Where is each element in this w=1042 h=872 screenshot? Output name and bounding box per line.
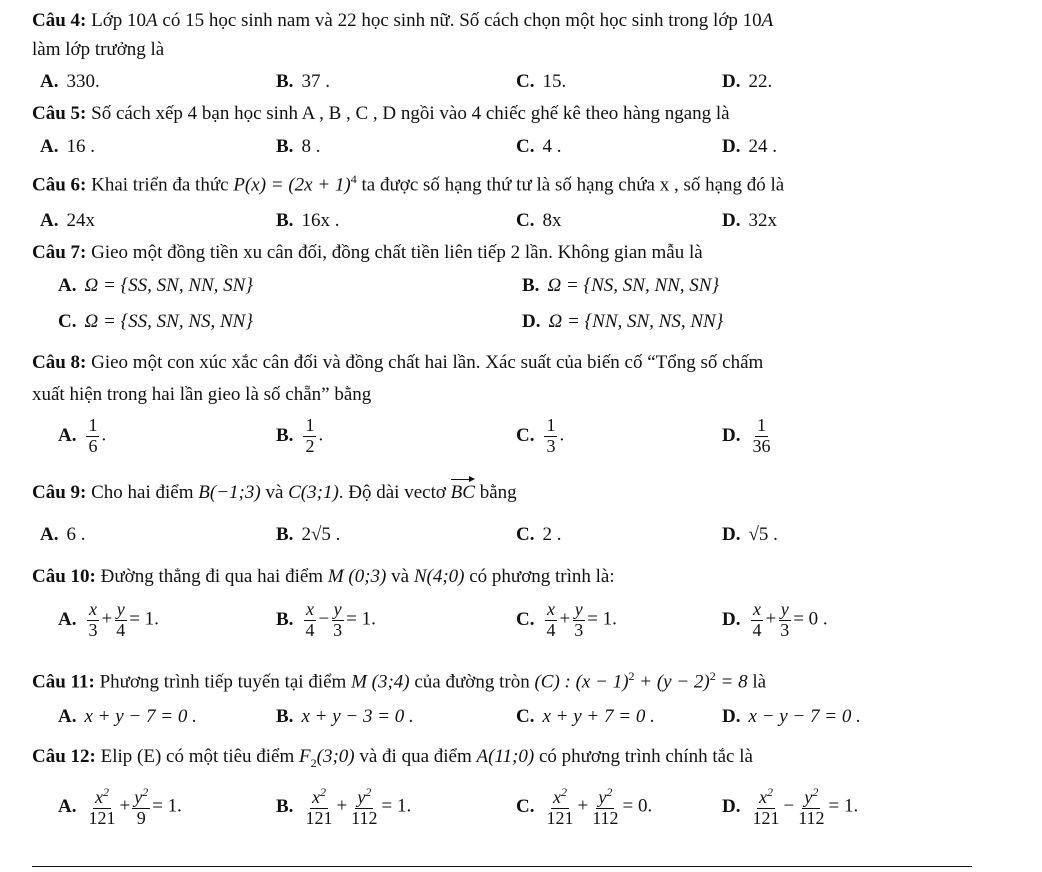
denominator: 3	[574, 619, 584, 640]
option-tail: .	[318, 424, 324, 446]
fraction	[544, 600, 557, 641]
question-5-label: Câu 5:	[32, 103, 87, 124]
option-text: 22.	[748, 71, 773, 92]
question-7	[32, 242, 703, 264]
fraction	[544, 416, 557, 457]
numerator: $x^2$	[311, 785, 326, 807]
equation-rhs: = 1.	[129, 608, 159, 630]
option-letter: C.	[58, 311, 77, 332]
option-b[interactable]	[522, 275, 719, 297]
option-b[interactable]	[276, 706, 414, 728]
option-letter: A.	[58, 275, 77, 296]
option-a[interactable]	[58, 706, 197, 728]
denominator: 3	[780, 619, 790, 640]
point-m: M (0;3)	[327, 566, 387, 587]
option-text: 24x	[66, 210, 95, 231]
option-letter: B.	[522, 275, 540, 296]
focus-coordinates: (3;0)	[316, 746, 355, 767]
numerator: y	[116, 599, 125, 619]
option-letter: C.	[516, 706, 535, 727]
numerator: y	[333, 599, 342, 619]
option-letter: D.	[722, 71, 741, 92]
option-text: 2√5 .	[301, 524, 341, 545]
fraction	[132, 786, 150, 829]
fraction	[331, 600, 344, 641]
option-text: Ω = {NS, SN, NN, SN}	[547, 275, 720, 296]
option-b[interactable]	[276, 71, 330, 93]
fraction	[778, 600, 791, 641]
option-c[interactable]	[516, 600, 617, 641]
fraction	[303, 600, 316, 641]
numerator: 1	[305, 415, 315, 435]
operator: +	[577, 795, 589, 817]
operator: −	[783, 795, 795, 817]
denominator: 112	[798, 807, 825, 828]
question-11-text-2: của đường tròn	[409, 671, 535, 693]
option-letter: B.	[276, 210, 294, 231]
question-11	[32, 669, 766, 693]
circle-equation-3: = 8	[715, 671, 748, 693]
numerator: x	[88, 599, 97, 619]
numerator: $y^2$	[598, 785, 613, 807]
fraction	[303, 416, 316, 457]
class-name: A	[146, 10, 158, 31]
question-5	[32, 103, 730, 125]
option-letter: D.	[722, 210, 741, 231]
option-letter: B.	[276, 71, 294, 92]
question-7-text: Gieo một đồng tiền xu cân đối, đồng chất tiền liên tiếp 2 lần. Không gian mẫu là	[86, 242, 703, 263]
operator: −	[318, 608, 330, 630]
numerator: $x^2$	[552, 785, 567, 807]
option-letter: B.	[276, 795, 294, 817]
option-text: 16x .	[301, 210, 340, 231]
option-letter: D.	[722, 424, 741, 446]
numerator: y	[574, 599, 583, 619]
option-a[interactable]	[58, 600, 159, 641]
numerator: $x^2$	[94, 785, 109, 807]
option-letter: D.	[722, 608, 741, 630]
point-n: N(4;0)	[413, 566, 465, 587]
equation-rhs: = 1.	[587, 608, 617, 630]
operator: +	[119, 795, 131, 817]
question-11-text: Phương trình tiếp tuyến tại điểm	[94, 671, 352, 693]
question-8-text-2: xuất hiện trong hai lần gieo là số chẵn” bằng	[32, 384, 372, 405]
option-d[interactable]	[722, 210, 777, 232]
option-letter: B.	[276, 524, 294, 545]
option-text: 8 .	[301, 136, 321, 157]
polynomial-expression: P(x) = (2x + 1)	[233, 174, 351, 196]
option-letter: A.	[58, 795, 77, 817]
option-text: 2 .	[542, 524, 562, 545]
numerator: x	[546, 599, 555, 619]
option-text: x + y − 3 = 0 .	[301, 706, 414, 727]
denominator: 112	[351, 807, 378, 828]
denominator: 4	[305, 619, 315, 640]
question-11-text-3: là	[747, 671, 767, 693]
exponent: 2	[709, 669, 716, 683]
option-letter: A.	[58, 424, 77, 446]
focus-subscript: 2	[310, 755, 317, 770]
question-10-text-3: có phương trình là:	[464, 566, 615, 587]
denominator: 36	[752, 435, 771, 456]
polynomial-exponent: 4	[350, 172, 357, 186]
option-letter: C.	[516, 210, 535, 231]
denominator: 3	[88, 619, 98, 640]
fraction	[750, 600, 763, 641]
option-tail: .	[559, 424, 565, 446]
question-6	[32, 172, 784, 196]
fraction	[572, 600, 585, 641]
question-9-text-4: bằng	[474, 482, 517, 503]
denominator: 4	[546, 619, 556, 640]
option-text: 32x	[748, 210, 777, 231]
equation-rhs: = 0.	[622, 795, 653, 817]
option-letter: A.	[40, 210, 59, 231]
option-text: 24 .	[748, 136, 777, 157]
question-9-text: Cho hai điểm	[86, 482, 199, 503]
equation-rhs: = 0 .	[793, 608, 828, 630]
option-letter: C.	[516, 524, 535, 545]
option-b[interactable]	[276, 600, 376, 641]
numerator: 1	[546, 415, 556, 435]
denominator: 4	[752, 619, 762, 640]
option-c[interactable]	[516, 524, 561, 546]
option-letter: A.	[40, 524, 59, 545]
question-4-text-2: có 15 học sinh nam và 22 học sinh nữ. Số cách chọn một học sinh trong lớp 10	[157, 10, 762, 31]
vector-bc: BC	[450, 482, 475, 503]
fraction	[86, 600, 99, 641]
question-10-text: Đường thẳng đi qua hai điểm	[95, 566, 328, 587]
numerator: x	[752, 599, 761, 619]
question-10-label: Câu 10:	[32, 566, 96, 587]
option-letter: A.	[40, 136, 59, 157]
fraction	[750, 786, 781, 829]
circle-equation-2: + (y − 2)	[634, 671, 710, 693]
option-letter: D.	[722, 795, 741, 817]
focus-point: F	[299, 746, 311, 767]
numerator: y	[780, 599, 789, 619]
option-d[interactable]	[722, 524, 778, 546]
question-11-label: Câu 11:	[32, 671, 95, 693]
denominator: 2	[305, 435, 315, 456]
option-c[interactable]	[516, 136, 561, 158]
denominator: 121	[305, 807, 333, 828]
equation-rhs: = 1.	[828, 795, 859, 817]
option-d[interactable]	[722, 600, 828, 641]
operator: +	[765, 608, 777, 630]
option-tail: .	[101, 424, 107, 446]
option-b[interactable]	[276, 524, 340, 546]
denominator: 3	[333, 619, 343, 640]
denominator: 6	[88, 435, 98, 456]
option-text: x + y − 7 = 0 .	[84, 706, 197, 727]
option-a[interactable]	[40, 136, 95, 158]
option-text: Ω = {NN, SN, NS, NN}	[548, 311, 724, 332]
question-4	[32, 10, 773, 32]
question-9-text-3: . Độ dài vectơ	[338, 482, 451, 503]
option-c[interactable]	[516, 706, 655, 728]
numerator: $y^2$	[134, 785, 149, 807]
question-6-label: Câu 6:	[32, 174, 87, 196]
equation-rhs: = 1.	[346, 608, 376, 630]
option-a[interactable]	[40, 210, 95, 232]
option-letter: C.	[516, 71, 535, 92]
option-a[interactable]	[58, 275, 253, 297]
denominator: 121	[88, 807, 116, 828]
option-text: Ω = {SS, SN, NN, SN}	[84, 275, 253, 296]
circle-equation: (C) : (x − 1)	[534, 671, 629, 693]
class-name-2: A	[761, 10, 774, 31]
option-d[interactable]	[722, 136, 777, 158]
option-d[interactable]	[722, 71, 772, 93]
option-letter: C.	[516, 608, 535, 630]
denominator: 4	[116, 619, 126, 640]
option-text: 37 .	[301, 71, 330, 92]
question-8-label: Câu 8:	[32, 352, 87, 373]
option-c[interactable]	[516, 210, 561, 232]
fraction	[796, 786, 826, 829]
fraction	[86, 416, 99, 457]
option-letter: B.	[276, 136, 294, 157]
point-b: B(−1;3)	[198, 482, 261, 503]
option-text: 8x	[542, 210, 562, 231]
option-text: 6 .	[66, 524, 86, 545]
option-d[interactable]	[722, 416, 774, 457]
option-letter: A.	[40, 71, 59, 92]
option-letter: D.	[722, 136, 741, 157]
option-letter: B.	[276, 424, 294, 446]
option-letter: A.	[58, 608, 77, 630]
fraction	[114, 600, 127, 641]
option-text: 4 .	[542, 136, 562, 157]
question-4-label: Câu 4:	[32, 10, 87, 31]
question-10-text-2: và	[386, 566, 414, 587]
option-letter: D.	[722, 524, 741, 545]
option-letter: D.	[522, 311, 541, 332]
option-letter: A.	[58, 706, 77, 727]
fraction	[544, 786, 575, 829]
option-text: Ω = {SS, SN, NS, NN}	[84, 311, 253, 332]
question-6-text: Khai triển đa thức	[86, 174, 234, 196]
denominator: 121	[752, 807, 780, 828]
option-b[interactable]	[276, 136, 320, 158]
option-text: x + y + 7 = 0 .	[542, 706, 655, 727]
equation-rhs: = 1.	[381, 795, 412, 817]
numerator: $y^2$	[357, 785, 372, 807]
fraction	[349, 786, 379, 829]
option-b[interactable]	[276, 786, 411, 829]
operator: +	[559, 608, 571, 630]
question-4-text: Lớp 10	[86, 10, 147, 31]
option-b[interactable]	[276, 416, 323, 457]
question-6-text-2: ta được số hạng thứ tư là số hạng chứa x , số hạng đó là	[356, 174, 785, 196]
option-text: 16 .	[66, 136, 95, 157]
question-12-text-3: có phương trình chính tắc là	[534, 746, 753, 767]
fraction	[750, 416, 772, 457]
option-a[interactable]	[58, 416, 106, 457]
option-text: √5 .	[748, 524, 778, 545]
option-text: x − y − 7 = 0 .	[748, 706, 861, 727]
point-m: M (3;4)	[351, 671, 410, 693]
option-text: 330.	[66, 71, 100, 92]
denominator: 121	[546, 807, 574, 828]
denominator: 112	[592, 807, 619, 828]
point-a: A(11;0)	[476, 746, 535, 767]
numerator: 1	[88, 415, 98, 435]
equation-rhs: = 1.	[152, 795, 182, 817]
option-letter: D.	[722, 706, 741, 727]
fraction	[86, 786, 117, 829]
option-d[interactable]	[522, 311, 723, 333]
bottom-divider	[32, 866, 972, 867]
question-8	[32, 352, 763, 374]
option-c[interactable]	[516, 416, 564, 457]
numerator: 1	[756, 415, 766, 435]
option-a[interactable]	[58, 786, 182, 829]
question-12-text: Elip (E) có một tiêu điểm	[95, 746, 300, 767]
question-9	[32, 482, 517, 504]
option-c[interactable]	[58, 311, 253, 333]
option-a[interactable]	[40, 71, 100, 93]
exponent: 2	[628, 669, 635, 683]
question-10	[32, 566, 615, 588]
numerator: $y^2$	[804, 785, 819, 807]
option-a[interactable]	[40, 524, 85, 546]
operator: +	[101, 608, 113, 630]
question-8-text: Gieo một con xúc xắc cân đối và đồng chất hai lần. Xác suất của biến cố “Tổng số chấm	[86, 352, 764, 373]
option-b[interactable]	[276, 210, 339, 232]
option-c[interactable]	[516, 71, 566, 93]
denominator: 3	[546, 435, 556, 456]
option-c[interactable]	[516, 786, 652, 829]
option-letter: C.	[516, 795, 535, 817]
question-4-text-3: làm lớp trưởng là	[32, 39, 165, 60]
option-letter: C.	[516, 424, 535, 446]
question-12-text-2: và đi qua điểm	[354, 746, 477, 767]
question-9-label: Câu 9:	[32, 482, 87, 503]
fraction	[303, 786, 334, 829]
option-text: 15.	[542, 71, 567, 92]
question-9-text-2: và	[260, 482, 289, 503]
fraction	[590, 786, 620, 829]
point-c: C(3;1)	[288, 482, 339, 503]
question-12	[32, 746, 753, 771]
numerator: $x^2$	[758, 785, 773, 807]
question-5-text: Số cách xếp 4 bạn học sinh A , B , C , D ngồi vào 4 chiếc ghế kê theo hàng ngang là	[86, 103, 730, 124]
denominator: 9	[136, 807, 146, 828]
option-d[interactable]	[722, 706, 861, 728]
operator: +	[336, 795, 348, 817]
question-7-label: Câu 7:	[32, 242, 87, 263]
numerator: x	[305, 599, 314, 619]
option-letter: B.	[276, 608, 294, 630]
option-letter: B.	[276, 706, 294, 727]
option-d[interactable]	[722, 786, 858, 829]
option-letter: C.	[516, 136, 535, 157]
question-12-label: Câu 12:	[32, 746, 96, 767]
